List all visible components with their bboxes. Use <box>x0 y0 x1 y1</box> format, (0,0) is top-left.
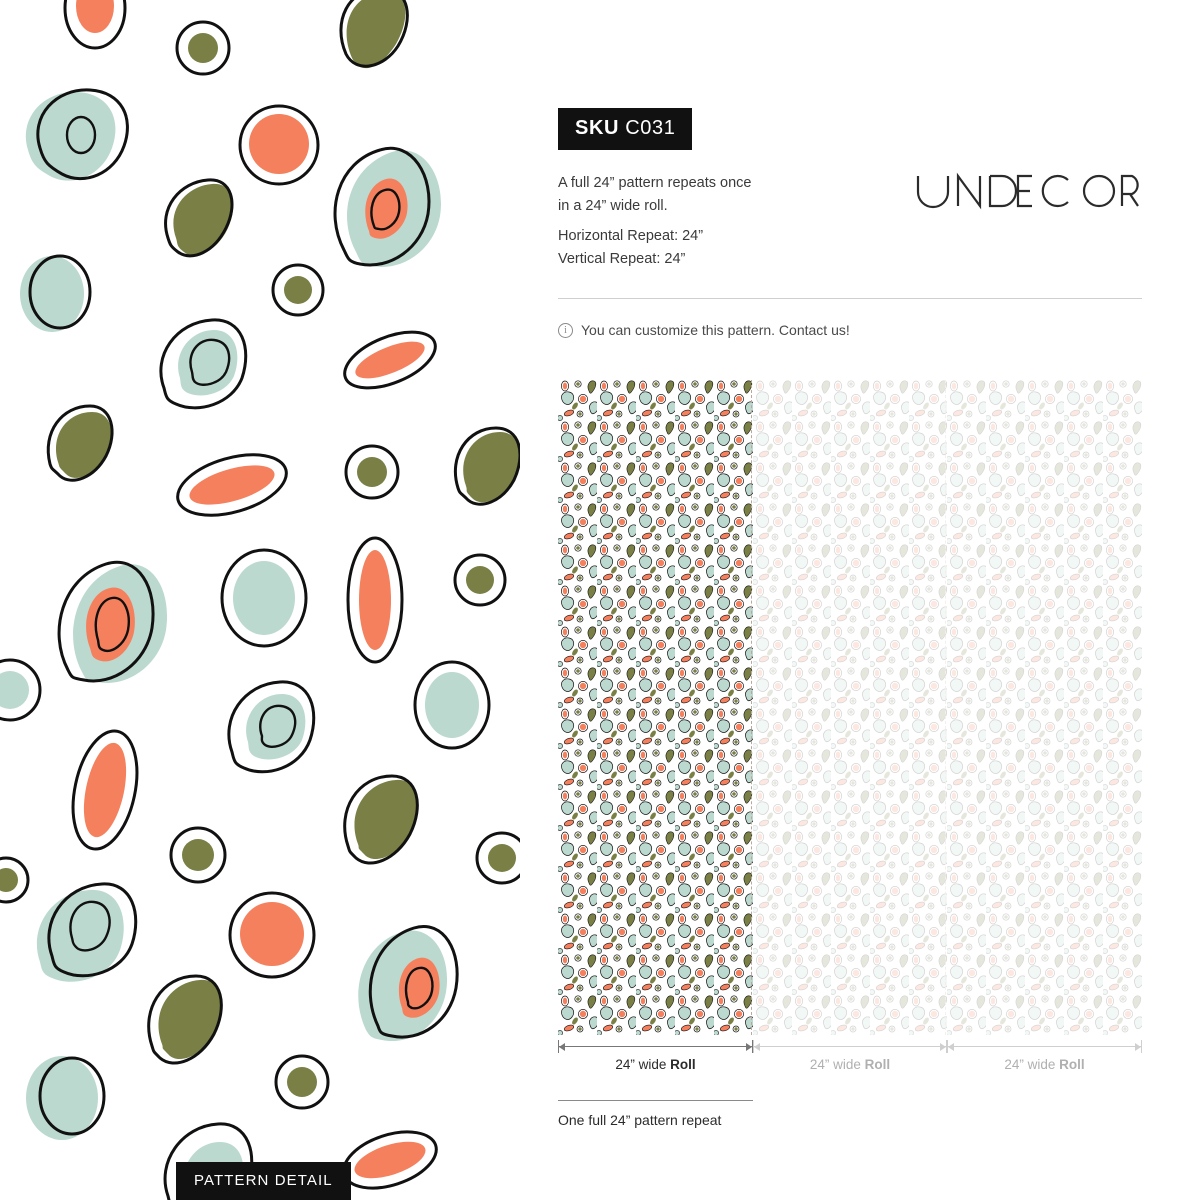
roll-measure-3 <box>947 1040 1142 1074</box>
horizontal-repeat: Horizontal Repeat: 24” <box>558 228 704 244</box>
brand-logo <box>912 168 1142 214</box>
customize-note[interactable] <box>558 322 850 338</box>
repeat-caption: One full 24” pattern repeat <box>558 1112 722 1128</box>
pattern-description <box>558 172 868 219</box>
pattern-detail-badge: PATTERN DETAIL <box>176 1162 351 1200</box>
ondecor-wordmark <box>912 168 1142 214</box>
roll-label-2: 24” wide Roll <box>809 1057 891 1072</box>
section-divider <box>558 298 1142 299</box>
info-icon: i <box>558 323 573 338</box>
customize-note-text: You can customize this pattern. Contact us! <box>581 322 850 338</box>
description-line-2: in a 24” wide roll. <box>558 198 668 215</box>
roll-pattern-3 <box>947 380 1142 1035</box>
roll-measurements <box>558 1040 1142 1080</box>
roll-measure-2 <box>753 1040 947 1074</box>
roll-pattern-2 <box>753 380 947 1035</box>
roll-preview <box>558 380 1142 1035</box>
repeat-rule <box>558 1100 753 1101</box>
sku-label: SKU <box>575 117 620 139</box>
sku-value: C031 <box>625 117 676 139</box>
roll-panel-1 <box>558 380 753 1035</box>
pattern-detail-panel <box>0 0 520 1200</box>
roll-panel-2 <box>753 380 947 1035</box>
roll-measure-1 <box>558 1040 753 1074</box>
roll-label-1: 24” wide Roll <box>615 1057 696 1072</box>
repeat-info <box>558 225 703 272</box>
vertical-repeat: Vertical Repeat: 24” <box>558 251 686 268</box>
info-panel <box>520 0 1200 1200</box>
pattern-detail-artwork <box>0 0 520 1200</box>
description-line-1: A full 24” pattern repeats once <box>558 175 752 191</box>
roll-pattern-1 <box>558 380 753 1035</box>
sku-badge <box>558 108 692 150</box>
roll-label-3: 24” wide Roll <box>1004 1057 1085 1072</box>
roll-panel-3 <box>947 380 1142 1035</box>
